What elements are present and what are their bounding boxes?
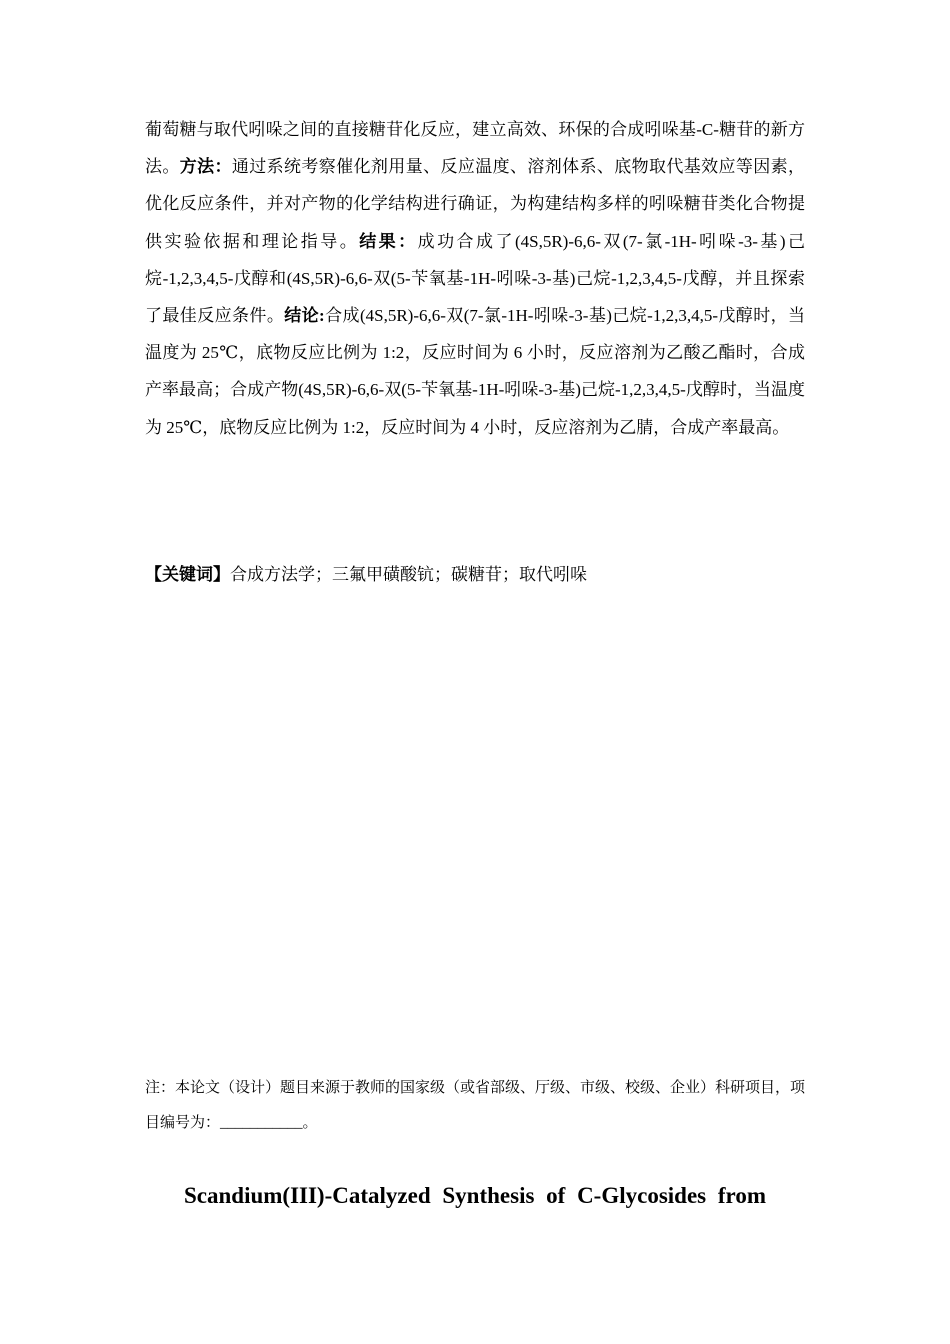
keywords-text: 合成方法学；三氟甲磺酸钪；碳糖苷；取代吲哚 — [230, 565, 587, 584]
method-label: 方法： — [179, 157, 232, 177]
conclusion-text: 合成(4S,5R)-6,6-双(7-氯-1H-吲哚-3-基)己烷-1,2,3,4,5-戊醇时，当温度为 25℃，底物反应比例为 1:2，反应时间为 6 小时，反应溶剂为乙酸乙酯时，合成产率最高；合成产物(4S,5R)-6,6-双(5-苄氧基-1H-吲哚-3-基)己烷-1,2,3,4,5-戊醇时，当温度为 25℃，底物反应比例为 1:2，反应时间为 4 小时，反应溶剂为乙腈，合成产率最高。 — [145, 306, 806, 437]
abstract-paragraph — [145, 111, 805, 446]
english-title: Scandium(III)-Catalyzed Synthesis of C-Glycosides from — [184, 1183, 766, 1208]
abstract-intro: 葡萄糖与取代吲哚之间的直接糖苷化反应，建立高效、环保的合成吲哚基-C-糖苷的新方法。 — [145, 120, 805, 177]
method-text: 通过系统考察催化剂用量、反应温度、溶剂体系、底物取代基效应等因素，优化反应条件，并对产物的化学结构进行确证，为构建结构多样的吲哚糖苷类化合物提供实验依据和理论指导。 — [145, 157, 806, 251]
result-label: 结果： — [359, 231, 418, 251]
keywords-label: 【关键词】 — [145, 565, 230, 584]
conclusion-label: 结论: — [284, 306, 325, 326]
funding-note: 注：本论文（设计）题目来源于教师的国家级（或省部级、厅级、市级、校级、企业）科研项目，项目编号为：___________。 — [145, 1080, 806, 1131]
keywords-line — [145, 556, 805, 593]
result-text: 成功合成了(4S,5R)-6,6-双(7-氯-1H-吲哚-3-基)己烷-1,2,3,4,5-戊醇和(4S,5R)-6,6-双(5-苄氧基-1H-吲哚-3-基)己烷-1,2,3,4,5-戊醇，并且探索了最佳反应条件。 — [145, 231, 806, 326]
